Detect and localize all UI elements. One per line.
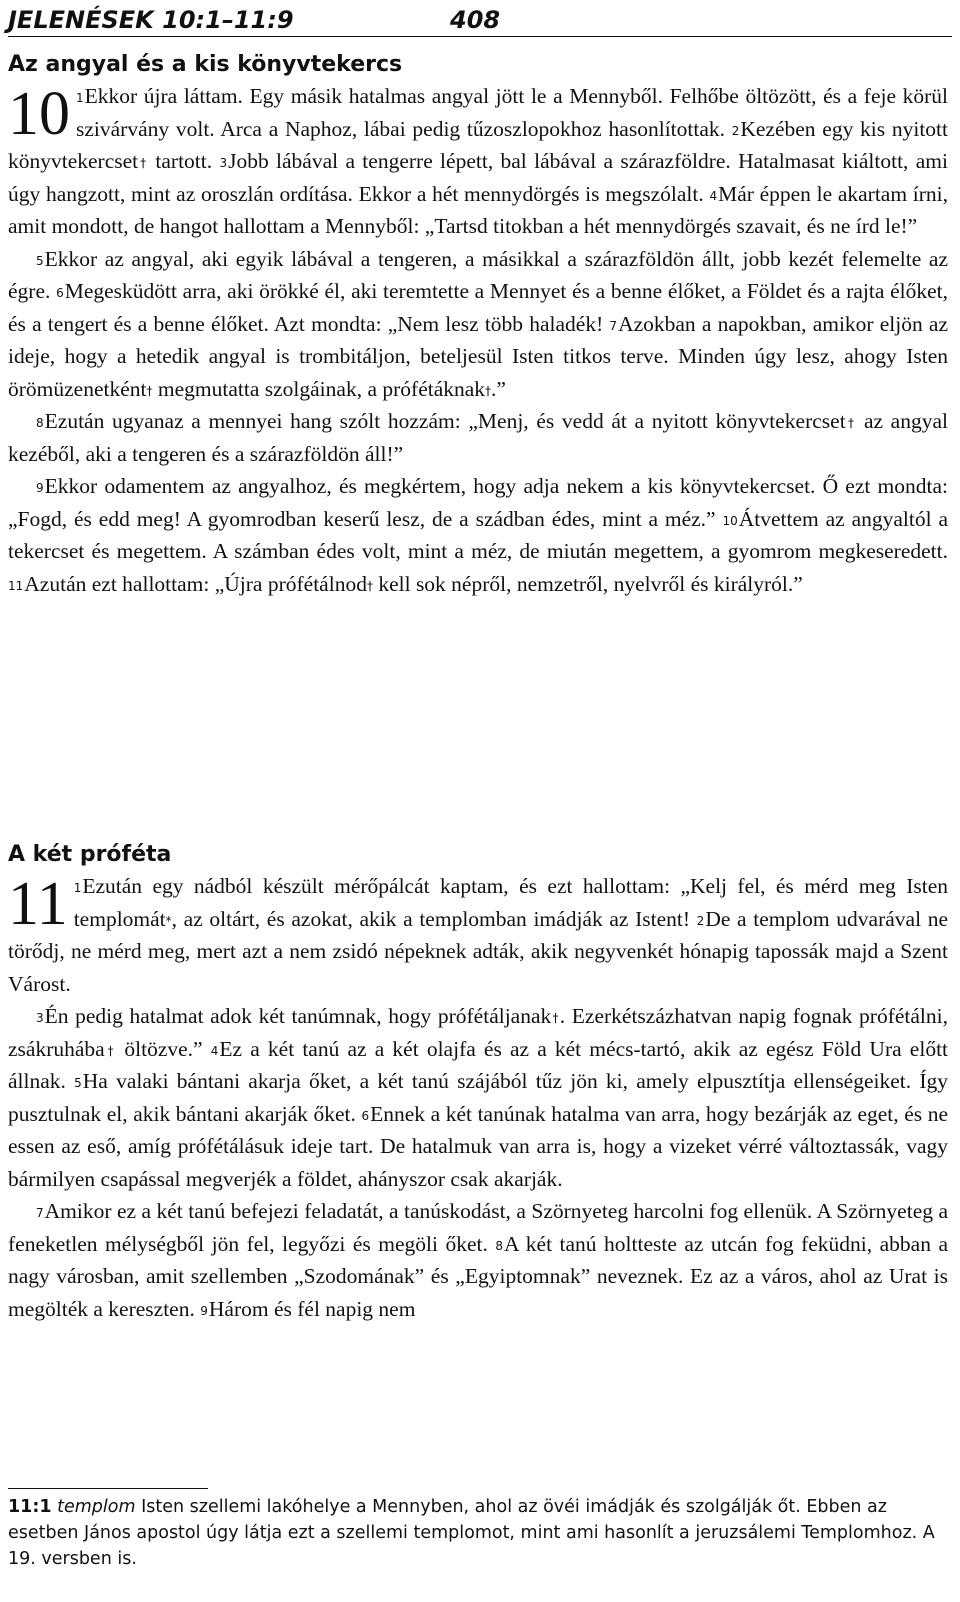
dagger-mark: † (146, 383, 153, 398)
paragraph (8, 470, 948, 600)
verse-number: 2 (731, 123, 740, 138)
verse-number: 7 (609, 318, 618, 333)
verse-text: Ekkor odamentem az angyalhoz, és megkértem, hogy adja nekem a kis könyvtekercset. Ő ezt mondta: „Fogd, és edd meg! A gyomrodban keserű lesz, de a szádban édes, mint a méz.” (8, 474, 948, 531)
footnote-term: templom (57, 1497, 136, 1517)
paragraph (8, 80, 948, 243)
verse-number: 10 (722, 513, 738, 528)
verse-number: 5 (36, 253, 44, 268)
footnote-reference: 11:1 (8, 1497, 52, 1517)
verse-text: Megesküdött arra, aki örökké él, aki teremtette a Mennyet és a benne élőket, a Földet és a rajta élőket, és a tengert és a benne élőket. Azt mondta: „Nem lesz több haladék! (8, 279, 949, 336)
verse-number: 8 (36, 416, 44, 430)
verse-number: 6 (361, 1108, 370, 1123)
verse-text: Azokban a napokban, amikor eljön az ideje, hogy a hetedik angyal is trombitáljon, beteljesül Isten titkos terve. Minden úgy lesz, ahogy Isten örömüzenetként (8, 311, 949, 401)
chapter-number: 10 (8, 80, 70, 148)
dagger-mark: † (485, 383, 492, 398)
verse-number: 11 (8, 578, 24, 593)
dagger-mark: † (845, 416, 857, 430)
verse-number: 1 (76, 91, 84, 105)
verse-text: De a templom udvarával ne törődj, ne mérd meg, mert azt a nem zsidó népeknek adták, akik negyvenkét hónapig tapossák majd a Szent Várost. (8, 906, 948, 996)
dagger-mark: † (138, 156, 149, 170)
verse-number: 9 (200, 1303, 208, 1318)
verse-text: Ekkor újra láttam. Egy másik hatalmas angyal jött le a Mennyből. Felhőbe öltözött, és a feje körül szivárvány volt. Arca a Naphoz, lábai pedig tűzoszlopokhoz hasonlítottak. (76, 84, 948, 141)
dagger-mark: † (551, 1011, 560, 1025)
verse-number: 3 (36, 1011, 44, 1025)
dagger-mark: † (104, 1043, 117, 1058)
chapter-11-text (8, 870, 948, 1325)
verse-text: Ezután egy nádból készült mérőpálcát kaptam, és ezt hallottam: „Kelj fel, és mérd meg Isten templomát (73, 874, 948, 931)
verse-text: Már éppen le akartam írni, amit mondott, de hangot hallottam a Mennyből: „Tartsd titokban a hét mennydörgés szavait, és ne írd le!” (8, 181, 948, 238)
footnote (8, 1494, 948, 1572)
verse-text: Ekkor az angyal, aki egyik lábával a tengeren, a másikkal a szárazföldön állt, jobb kezét felemelte az égre. (8, 246, 948, 303)
verse-text: Ezután ugyanaz a mennyei hang szólt hozzám: „Menj, és vedd át a nyitott könyvtekercset (44, 409, 846, 433)
verse-text: Én pedig hatalmat adok két tanúmnak, hogy prófétáljanak (44, 1004, 552, 1028)
paragraph (8, 243, 948, 406)
paragraph (8, 870, 948, 1000)
page-number: 408 (450, 6, 501, 34)
chapter-number: 11 (8, 870, 68, 938)
header-reference: JELENÉSEK 10:1–11:9 (8, 6, 294, 34)
verse-text: . Ezerkétszázhatvan napig fognak prófétálni, zsákruhába (8, 1004, 948, 1061)
footnote-text: Isten szellemi lakóhelye a Mennyben, ahol az övéi imádják és szolgálják őt. Ebben az esetben János apostol úgy látja ezt a szellemi templomot, mint ami hasonlít a jeruzsálemi Templomhoz. A 19. versben is. (8, 1497, 935, 1569)
verse-text: Három és fél napig nem (208, 1296, 416, 1321)
verse-number: 5 (74, 1076, 82, 1090)
verse-text: .” (491, 376, 506, 401)
verse-number: 4 (210, 1043, 219, 1058)
section-heading-prophets: A két próféta (8, 842, 172, 867)
verse-text: öltözve.” (116, 1036, 203, 1061)
dagger-mark: † (366, 578, 373, 593)
verse-text: Ha valaki bántani akarja őket, a két tanú szájából tűz jön ki, amely elpusztítja ellenségeiket. Így pusztulnak el, akik bántani akarják őket. (8, 1069, 949, 1126)
chapter-10-text (8, 80, 948, 600)
verse-number: 6 (56, 286, 64, 300)
verse-text: megmutatta szolgáinak, a prófétáknak (152, 376, 486, 401)
section-heading-angel: Az angyal és a kis könyvtekercs (8, 52, 403, 77)
paragraph (8, 1000, 948, 1195)
verse-text: kell sok népről, nemzetről, nyelvről és királyról.” (372, 571, 803, 596)
verse-text: Ennek a két tanúnak hatalma van arra, hogy bezárják az eget, és ne essen az eső, amíg prófétálásuk ideje tart. De hatalmuk van arra is, hogy a vizeket vérré változtassák, vagy bármilyen csapással megverjék a földet, ahányszor csak akarják. (8, 1101, 948, 1191)
verse-number: 2 (696, 913, 705, 928)
verse-number: 3 (219, 156, 228, 170)
paragraph (8, 405, 948, 470)
verse-text: Jobb lábával a tengerre lépett, bal lábával a szárazföldre. Hatalmasat kiáltott, ami úgy hangzott, mint az oroszlán ordítása. Ekkor a hét mennydörgés is megszólalt. (8, 149, 949, 206)
verse-text: az angyal kezéből, aki a tengeren és a szárazföldön áll!” (8, 409, 948, 466)
verse-text: Azután ezt hallottam: „Újra prófétálnod (24, 571, 367, 596)
verse-text: , az oltárt, és azokat, akik a templomban imádják az Istent! (171, 906, 691, 931)
verse-number: 8 (495, 1238, 503, 1253)
verse-number: 4 (709, 188, 718, 203)
verse-text: Amikor ez a két tanú befejezi feladatát, a tanúskodást, a Szörnyeteg harcolni fog ellenük. A Szörnyeteg a feneketlen mélységből jön fel, legyőzi és megöli őket. (8, 1199, 948, 1256)
paragraph (8, 1195, 948, 1325)
verse-number: 9 (36, 481, 44, 495)
verse-number: 7 (36, 1206, 44, 1220)
verse-text: A két tanú holtteste az utcán fog feküdni, abban a nagy városban, amit szellemben „Szodomának” és „Egyiptomnak” neveznek. Ez az a város, ahol az Urat is megölték a kereszten. (8, 1231, 948, 1321)
running-header (8, 4, 952, 37)
footnote-divider (8, 1488, 208, 1489)
verse-text: Ez a két tanú az a két olajfa és az a két mécs-tartó, akik az egész Föld Ura előtt állnak. (8, 1036, 949, 1093)
asterisk-mark: * (165, 913, 172, 928)
verse-text: Átvettem az angyaltól a tekercset és megettem. A számban édes volt, mint a méz, de miután megettem, a gyomrom megkeseredett. (8, 506, 949, 563)
verse-number: 1 (73, 881, 82, 895)
verse-text: Kezében egy kis nyitott könyvtekercset (8, 116, 948, 173)
verse-text: tartott. (148, 149, 213, 173)
